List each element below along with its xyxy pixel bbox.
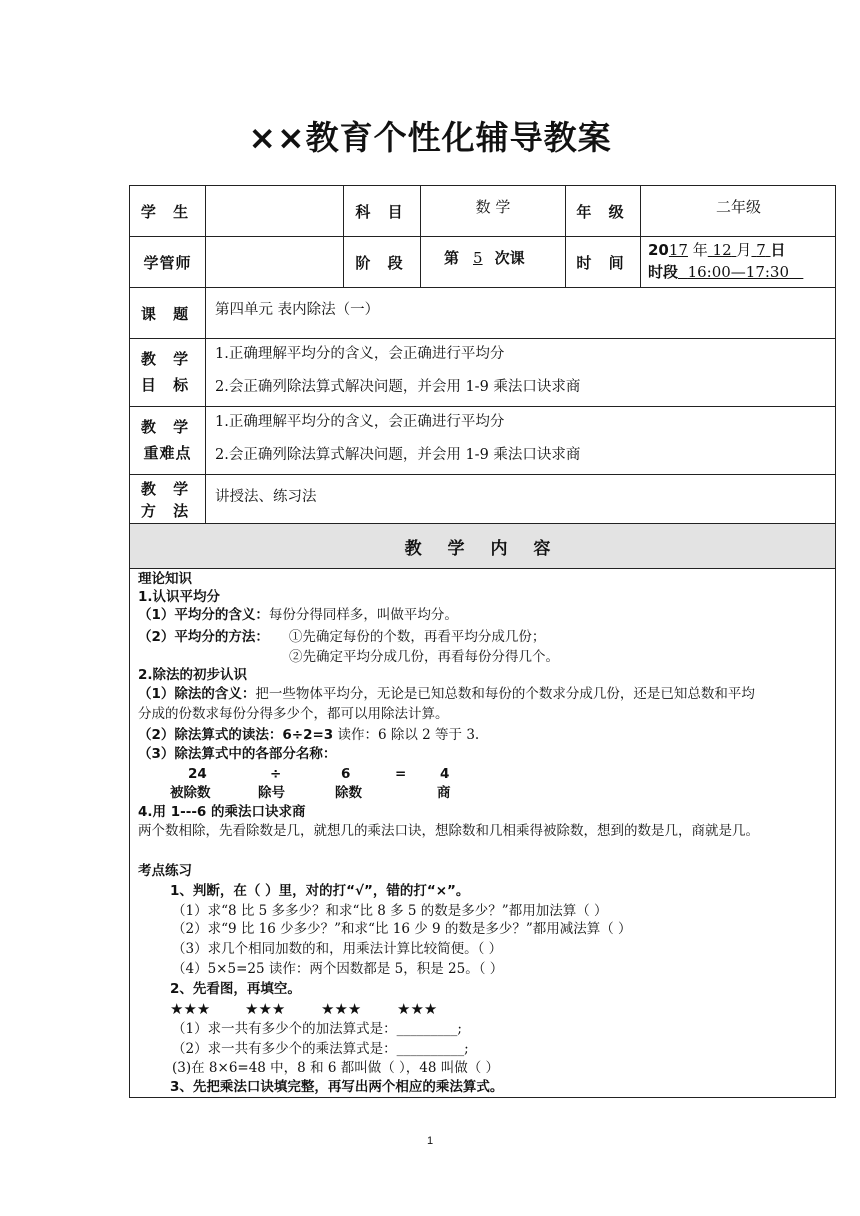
name-dividend: 被除数 — [170, 785, 211, 801]
s1-line-1: （1）平均分的含义：每份分得同样多，叫做平均分。 — [138, 607, 458, 623]
topic-label: 课 题 — [140, 304, 195, 323]
s2-line-3: （3）除法算式中的各部分名称： — [138, 746, 337, 762]
page-number: 1 — [426, 1135, 434, 1147]
grid-line — [129, 568, 836, 569]
s1-line-3: ②先确定平均分成几份，再看每份分得几个。 — [289, 649, 559, 665]
question-1d: （4）5×5=25 读作：两个因数都是 5，积是 25。（ ） — [172, 961, 504, 977]
s4-text: 两个数相除，先看除数是几，就想几的乘法口诀，想除数和几相乘得被除数，想到的数是几，商就是几。 — [138, 823, 759, 839]
name-quotient: 商 — [437, 785, 451, 801]
stage-label: 阶 段 — [355, 253, 409, 272]
equation-divisor: 6 — [341, 766, 351, 782]
content-header: 教 学 内 容 — [404, 538, 561, 559]
goal-label-1: 教 学 — [140, 349, 195, 368]
method-value: 讲授法、练习法 — [215, 489, 317, 505]
question-1a: （1）求“8 比 5 多多少？和求“比 8 多 5 的数是多少？”都用加法算（ ） — [172, 903, 608, 919]
star-group-1: ★★★ — [170, 1000, 211, 1018]
theory-title: 理论知识 — [138, 571, 192, 587]
question-1-title: 1、判断，在（ ）里，对的打“√”，错的打“×”。 — [170, 883, 470, 899]
manager-label: 学管师 — [143, 253, 192, 272]
name-divisor: 除数 — [335, 785, 362, 801]
grid-line — [129, 406, 836, 407]
grid-line — [129, 338, 836, 339]
section-2-title: 2.除法的初步认识 — [138, 667, 248, 683]
section-4-title: 4.用 1---6 的乘法口诀求商 — [138, 804, 306, 820]
s2-line-1-cont: 分成的份数求每份分得多少个，都可以用除法计算。 — [138, 706, 449, 722]
grade-label: 年 级 — [576, 202, 630, 221]
grid-line — [129, 236, 836, 237]
s2-line-2: （2）除法算式的读法：6÷2=3 读作：6 除以 2 等于 3. — [138, 727, 480, 743]
name-operator: 除号 — [258, 785, 285, 801]
period-value: 时段 16:00—17:30 — [648, 263, 790, 281]
key-item-2: 2.会正确列除法算式解决问题，并会用 1-9 乘法口诀求商 — [215, 447, 581, 463]
subject-value: 数 学 — [475, 198, 511, 216]
student-label: 学 生 — [140, 202, 195, 221]
s2-line-1: （1）除法的含义：把一些物体平均分，无论是已知总数和每份的个数求分成几份，还是已知总数和平均 — [138, 686, 755, 702]
question-2-title: 2、先看图，再填空。 — [170, 981, 301, 997]
grid-line — [129, 474, 836, 475]
time-label: 时 间 — [576, 253, 630, 272]
topic-value: 第四单元 表内除法（一） — [215, 302, 380, 318]
method-label-1: 教 学 — [140, 479, 195, 498]
question-2a: （1）求一共有多少个的加法算式是：_________; — [172, 1021, 462, 1037]
question-2c: (3)在 8×6=48 中，8 和 6 都叫做（ ），48 叫做（ ） — [172, 1060, 500, 1076]
question-2b: （2）求一共有多少个的乘法算式是：__________; — [172, 1041, 469, 1057]
grid-line — [129, 287, 836, 288]
key-label-2: 重难点 — [143, 443, 192, 462]
question-1b: （2）求“9 比 16 少多少？”和求“比 16 少 9 的数是多少？”都用减法算（ ） — [172, 921, 632, 937]
goal-label-2: 目 标 — [140, 375, 195, 394]
date-value: 2017 年 12 月 7 日 — [648, 241, 786, 259]
question-1c: （3）求几个相同加数的和，用乘法计算比较简便。（ ） — [172, 941, 503, 957]
question-3-title: 3、先把乘法口诀填完整，再写出两个相应的乘法算式。 — [170, 1079, 504, 1095]
practice-title: 考点练习 — [138, 863, 192, 879]
document-title: ××教育个性化辅导教案 — [248, 118, 612, 157]
grade-value: 二年级 — [715, 198, 761, 216]
star-group-3: ★★★ — [321, 1000, 362, 1018]
grid-line — [205, 185, 206, 523]
s1-line-2: （2）平均分的方法： ①先确定每份的个数，再看平均分成几份； — [138, 629, 546, 645]
goal-item-2: 2.会正确列除法算式解决问题，并会用 1-9 乘法口诀求商 — [215, 379, 581, 395]
equation-dividend: 24 — [188, 766, 207, 782]
section-1-title: 1.认识平均分 — [138, 589, 221, 605]
goal-item-1: 1.正确理解平均分的含义，会正确进行平均分 — [215, 346, 505, 362]
method-label-2: 方 法 — [140, 501, 195, 520]
key-item-1: 1.正确理解平均分的含义，会正确进行平均分 — [215, 414, 505, 430]
star-group-4: ★★★ — [397, 1000, 438, 1018]
key-label-1: 教 学 — [140, 417, 195, 436]
equation-operator: ÷ — [270, 766, 282, 782]
equation-equals: = — [395, 766, 407, 782]
subject-label: 科 目 — [355, 202, 409, 221]
star-group-2: ★★★ — [245, 1000, 286, 1018]
stage-value: 第 5 次课 — [444, 249, 525, 267]
equation-quotient: 4 — [440, 766, 450, 782]
